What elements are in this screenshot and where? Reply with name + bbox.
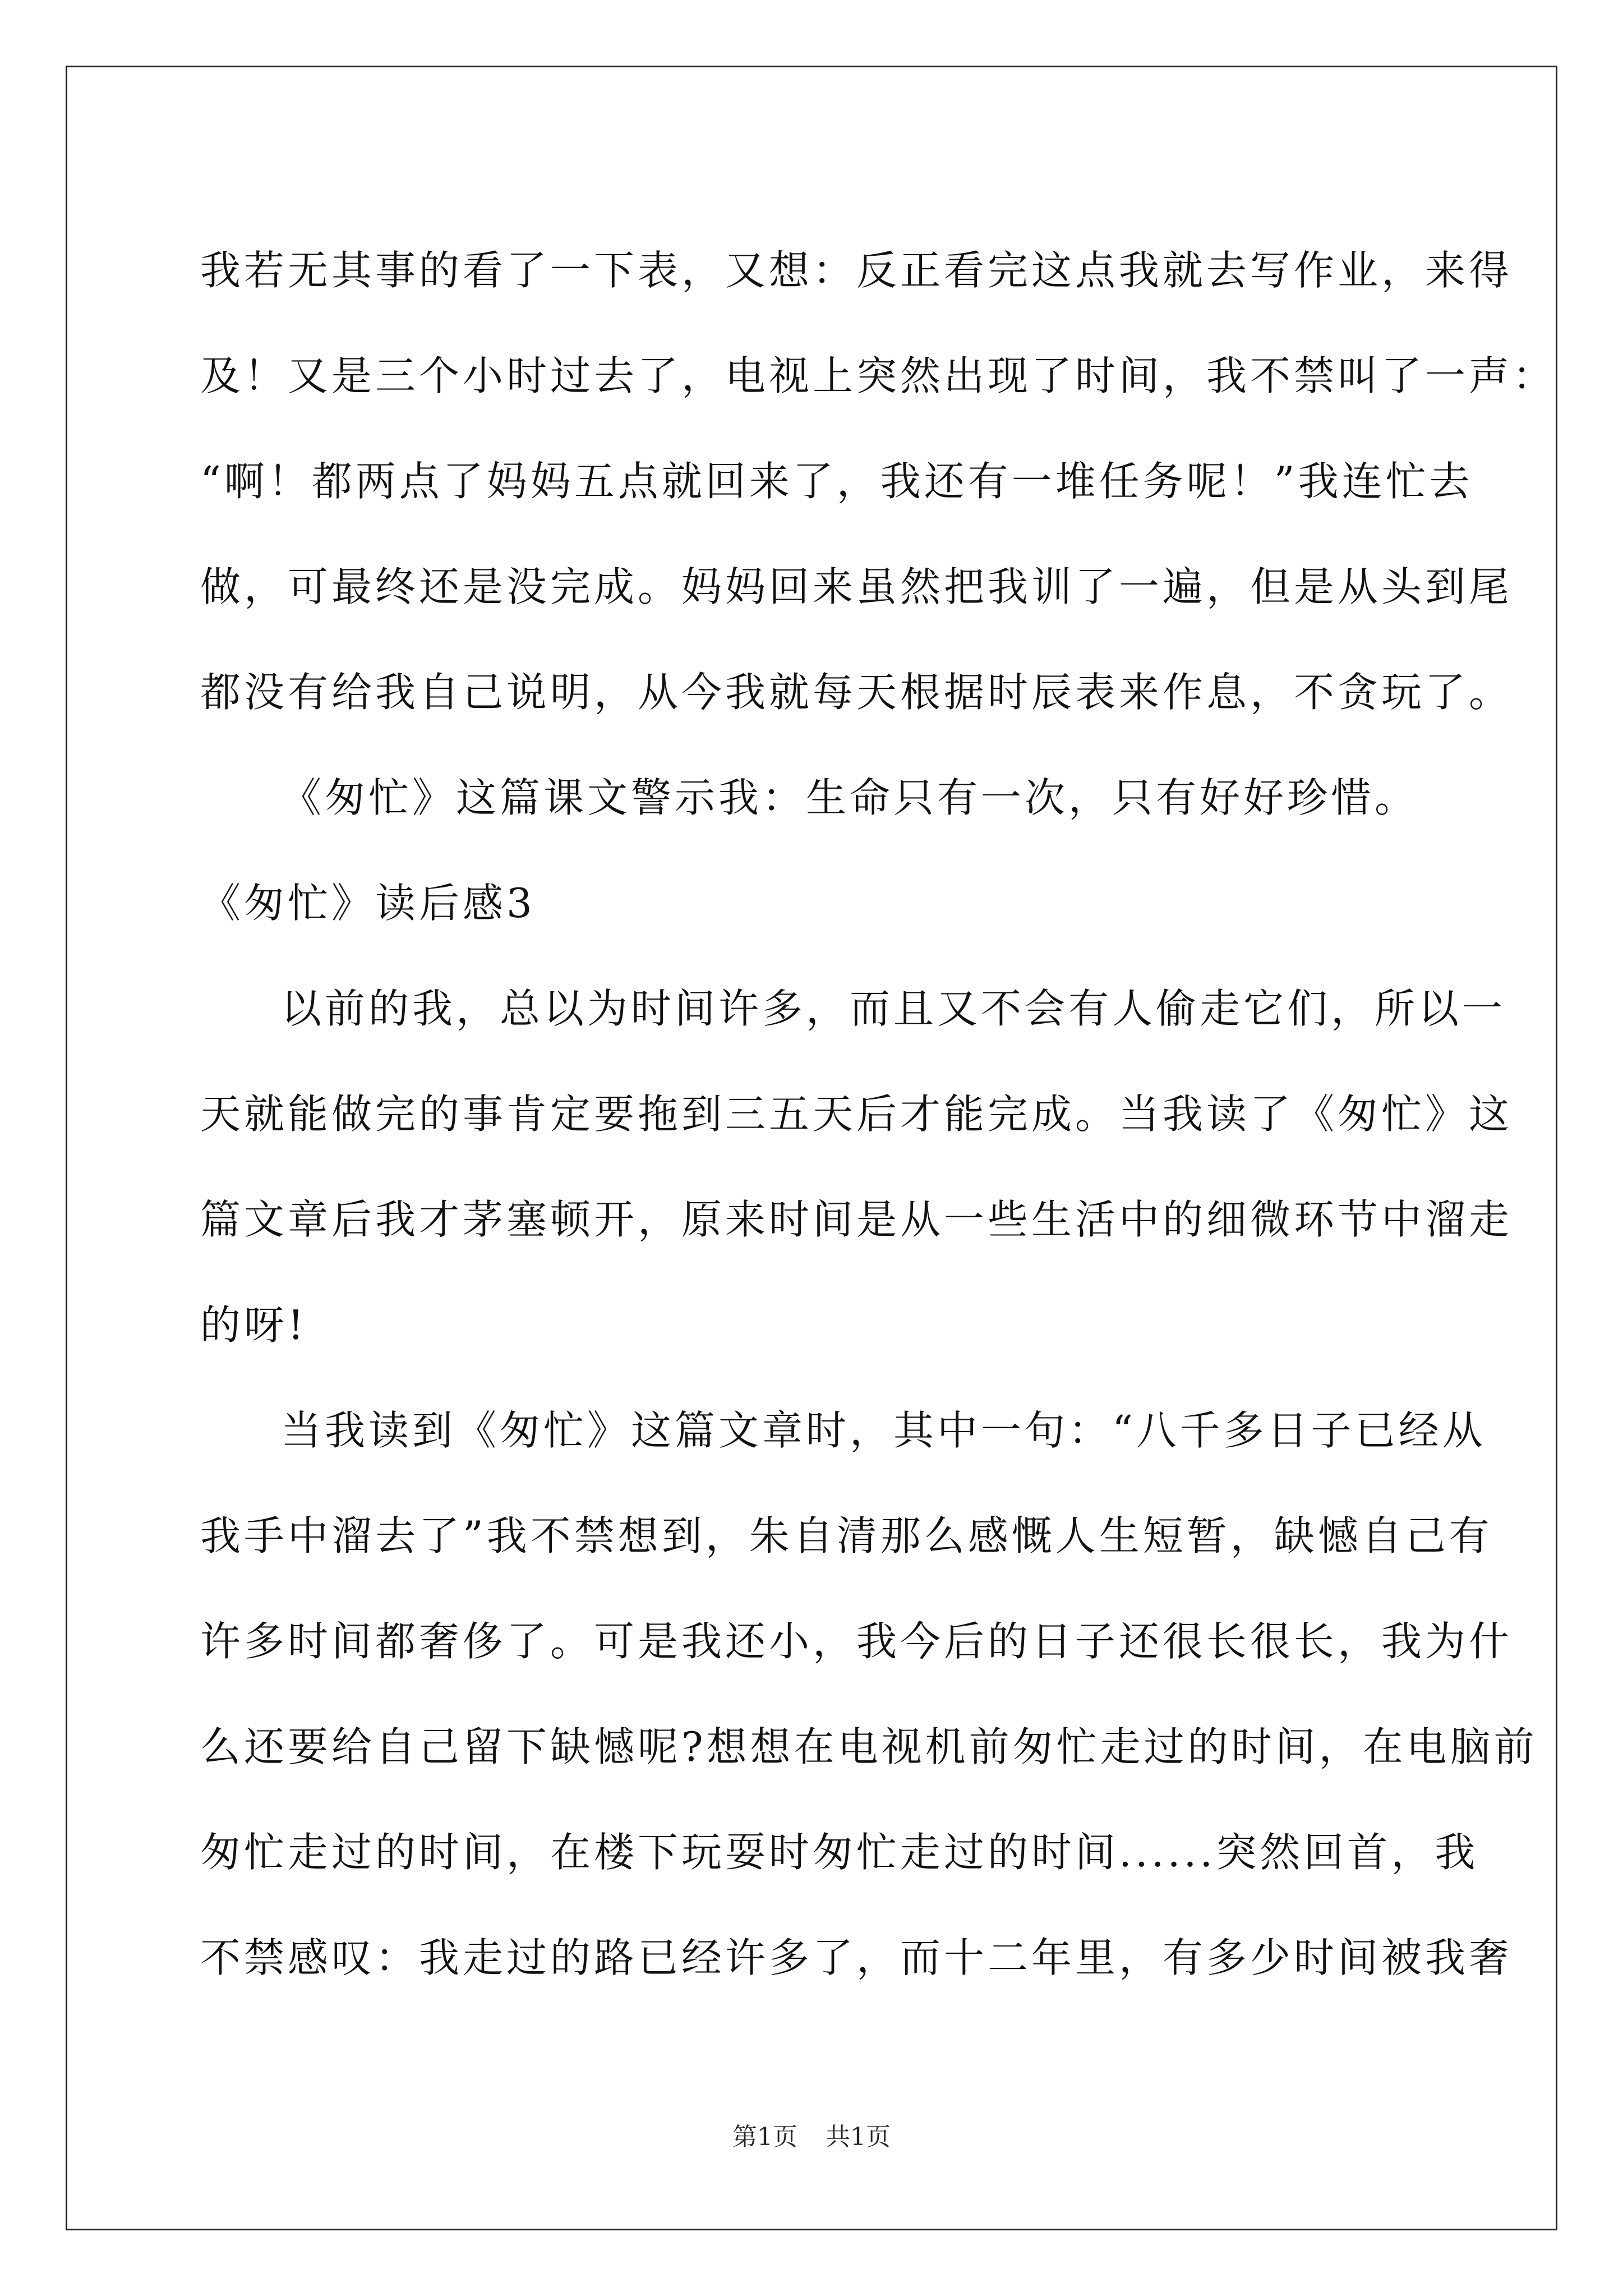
text-line: 都没有给我自己说明，从今我就每天根据时辰表来作息，不贪玩了。 [200, 669, 1513, 716]
text-line: 我若无其事的看了一下表，又想：反正看完这点我就去写作业，来得 [200, 247, 1513, 294]
text-line: 我手中溜去了”我不禁想到，朱自清那么感慨人生短暂，缺憾自己有 [200, 1512, 1493, 1559]
text-line: 《匆忙》这篇课文警示我：生命只有一次，只有好好珍惜。 [281, 774, 1419, 821]
text-line: 做，可最终还是没完成。妈妈回来虽然把我训了一遍，但是从头到尾 [200, 563, 1513, 610]
document-body [200, 218, 1557, 2010]
text-line: 不禁感叹：我走过的路已经许多了，而十二年里，有多少时间被我奢 [200, 1934, 1513, 1981]
page-number: 第1页 [732, 2123, 797, 2151]
text-line: 么还要给自己留下缺憾呢?想想在电视机前匆忙走过的时间，在电脑前 [200, 1723, 1538, 1770]
text-line: 当我读到《匆忙》这篇文章时，其中一句：“八千多日子已经从 [281, 1407, 1486, 1454]
text-line: “啊！都两点了妈妈五点就回来了，我还有一堆任务呢！”我连忙去 [200, 458, 1473, 505]
text-line: 篇文章后我才茅塞顿开，原来时间是从一些生活中的细微环节中溜走 [200, 1196, 1513, 1243]
text-line: 天就能做完的事肯定要拖到三五天后才能完成。当我读了《匆忙》这 [200, 1091, 1513, 1138]
text-line: 匆忙走过的时间，在楼下玩耍时匆忙走过的时间......突然回首，我 [200, 1829, 1479, 1876]
text-line: 及！又是三个小时过去了，电视上突然出现了时间，我不禁叫了一声： [200, 352, 1557, 399]
page-total: 共1页 [826, 2123, 891, 2151]
text-line: 的呀! [200, 1301, 307, 1349]
text-line: 许多时间都奢侈了。可是我还小，我今后的日子还很长很长，我为什 [200, 1618, 1513, 1665]
page-footer [0, 2120, 1623, 2154]
section-heading: 《匆忙》读后感3 [200, 880, 536, 927]
text-line: 以前的我，总以为时间许多，而且又不会有人偷走它们，所以一 [281, 985, 1506, 1032]
